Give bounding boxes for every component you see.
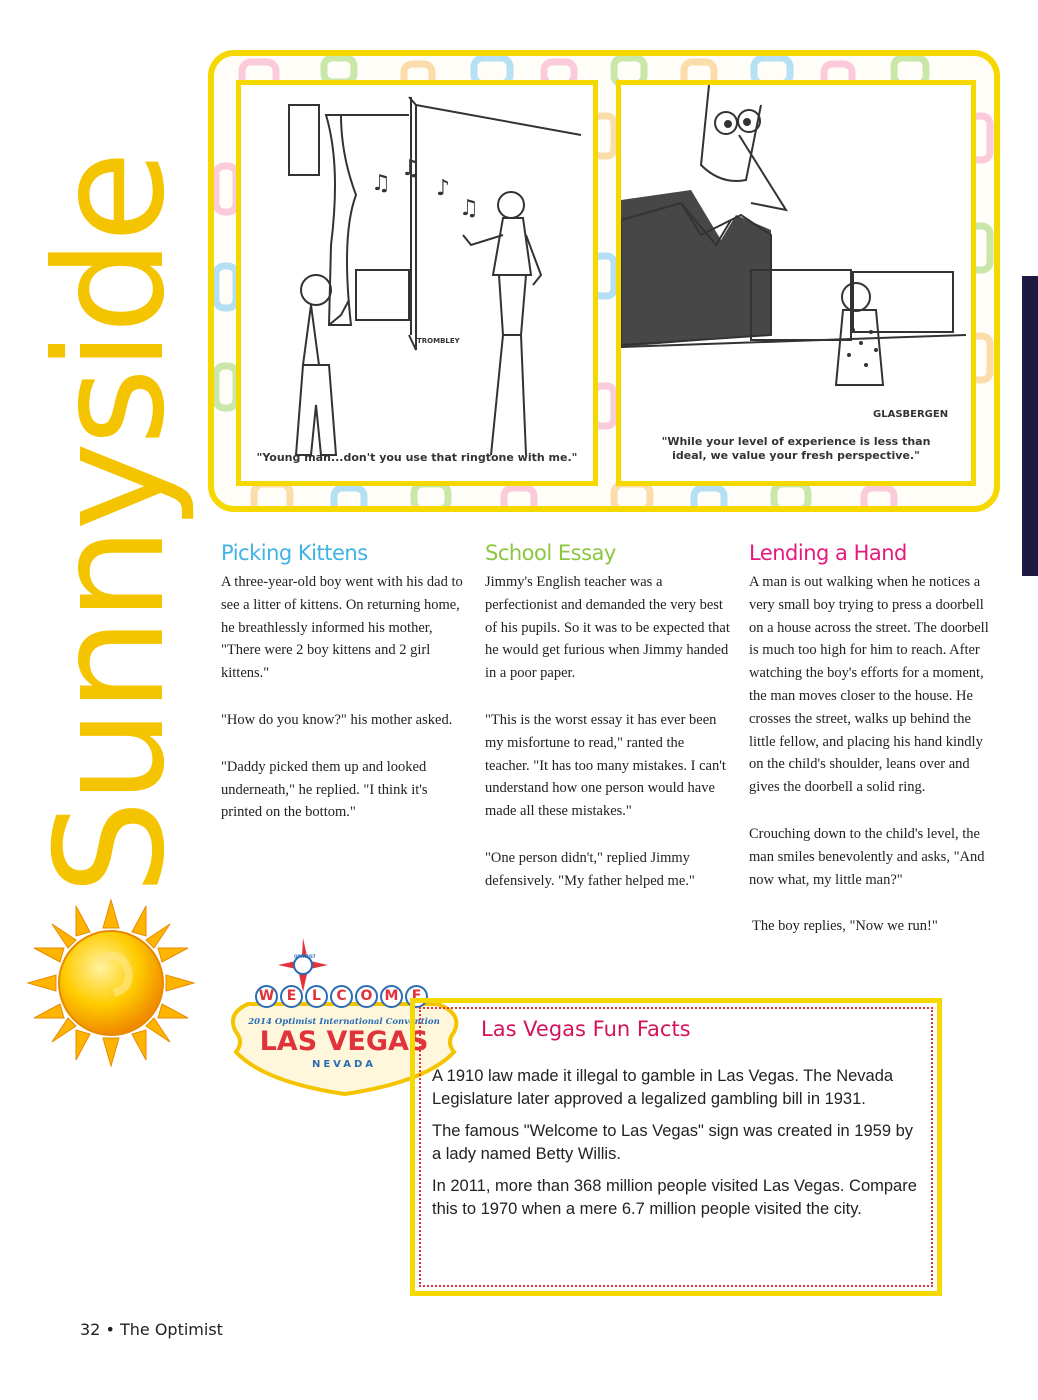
- fun-facts-title: Las Vegas Fun Facts: [481, 1017, 691, 1041]
- sun-illustration: [26, 898, 196, 1068]
- joke-paragraph: "How do you know?" his mother asked.: [221, 711, 453, 728]
- welcome-letter: O: [355, 985, 378, 1008]
- joke-title: Picking Kittens: [221, 541, 368, 565]
- joke-paragraph: "Daddy picked them up and looked underneath," he replied. "I think it's printed on the bottom.": [221, 758, 428, 821]
- joke-paragraph: "One person didn't," replied Jimmy defensively. "My father helped me.": [485, 849, 695, 889]
- joke-lending-a-hand: [749, 541, 999, 962]
- cartoon-ringtone-signature: TROMBLEY: [417, 337, 460, 345]
- welcome-letter: C: [330, 985, 353, 1008]
- svg-text:♫: ♫: [459, 196, 479, 221]
- fun-fact: A 1910 law made it illegal to gamble in Las Vegas. The Nevada Legislature later approved a legalized gambling bill in 1931.: [432, 1067, 894, 1108]
- cartoon-ringtone-caption: "Young man...don't you use that ringtone with me.": [256, 451, 578, 464]
- joke-paragraph: Jimmy's English teacher was a perfectionist and demanded the very best of his pupils. So it was to be expected that he would get furious when Jimmy handed in a poor paper.: [485, 574, 730, 682]
- welcome-letters: [255, 985, 428, 1008]
- fun-facts-body: [432, 1065, 922, 1230]
- cartoon-ringtone: [236, 80, 598, 486]
- svg-text:♫: ♫: [371, 171, 391, 196]
- welcome-letter: E: [280, 985, 303, 1008]
- welcome-letter: L: [305, 985, 328, 1008]
- joke-paragraph: A man is out walking when he notices a very small boy trying to press a doorbell on a house across the street. The doorbell is much too high for him to reach. After watching the boy's efforts for a moment, the man moves closer to the house. He crosses the street, walks up behind the little fellow, and placing his hand kindly on the child's shoulder, leans over and gives the doorbell a solid ring.: [749, 574, 989, 796]
- joke-school-essay: [485, 541, 730, 917]
- page-footer: 32 • The Optimist: [80, 1320, 223, 1339]
- joke-paragraph: The boy replies, "Now we run!": [752, 918, 938, 935]
- section-title: Sunnyside: [24, 154, 198, 895]
- welcome-letter: W: [255, 985, 278, 1008]
- joke-title: Lending a Hand: [749, 541, 907, 565]
- cartoon-interview: [616, 80, 976, 486]
- svg-text:♫: ♫: [401, 156, 421, 181]
- cartoon-interview-caption: "While your level of experience is less than ideal, we value your fresh perspective.": [661, 435, 931, 463]
- joke-picking-kittens: [221, 541, 471, 848]
- fun-fact: In 2011, more than 368 million people visited Las Vegas. Compare this to 1970 when a mere 6.7 million people visited the city.: [432, 1177, 917, 1218]
- cartoon-interview-signature: GLASBERGEN: [873, 409, 949, 420]
- optimist-badge-text: OPTIMIST: [294, 954, 316, 959]
- welcome-letter: M: [380, 985, 403, 1008]
- cartoon-ringtone-drawing: [241, 85, 593, 481]
- fun-fact: The famous "Welcome to Las Vegas" sign was created in 1959 by a lady named Betty Willis.: [432, 1122, 914, 1163]
- convention-name: 2014 Optimist International Convention: [248, 1017, 440, 1027]
- cartoon-interview-drawing: [621, 85, 971, 481]
- joke-paragraph: "This is the worst essay it has ever been my misfortune to read," ranted the teacher. "It has too many mistakes. I can't understand how one person would have made all these mistakes.": [485, 711, 726, 820]
- joke-title: School Essay: [485, 541, 616, 565]
- city-name: LAS VEGAS: [259, 1026, 429, 1057]
- state-name: NEVADA: [311, 1059, 377, 1070]
- fun-facts-box: [410, 998, 942, 1296]
- svg-text:♪: ♪: [436, 176, 451, 201]
- page-edge-tab: [1022, 276, 1038, 576]
- welcome-letter: E: [405, 985, 428, 1008]
- joke-paragraph: A three-year-old boy went with his dad to see a litter of kittens. On returning home, he breathlessly informed his mother, "There were 2 boy kittens and 2 girl kittens.": [221, 574, 463, 682]
- joke-paragraph: Crouching down to the child's level, the man smiles benevolently and asks, "And now what, my little man?": [749, 825, 985, 888]
